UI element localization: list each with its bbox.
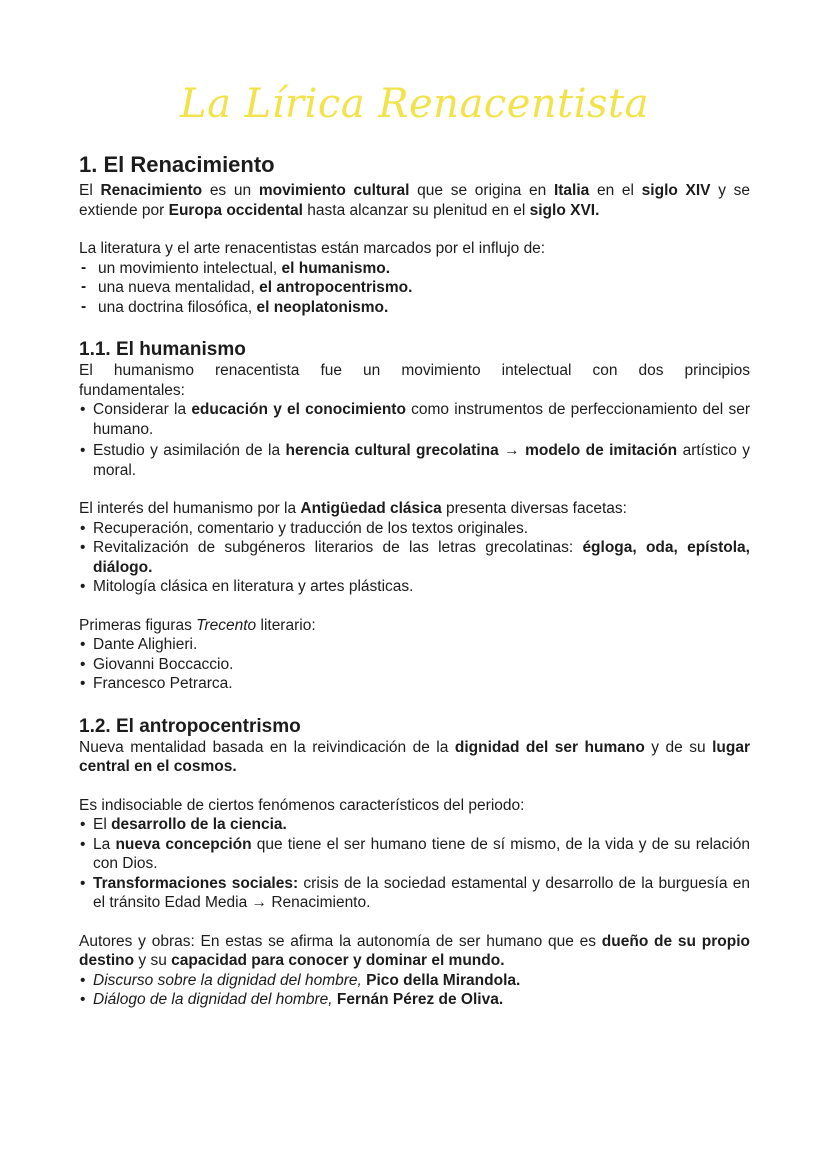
section-1-2-heading: 1.2. El antropocentrismo (79, 715, 301, 737)
list-item: - una doctrina filosófica, el neoplatonismo. (79, 298, 750, 318)
list-item: • Giovanni Boccaccio. (79, 655, 750, 675)
figures-list (79, 635, 750, 694)
list-item: • Transformaciones sociales: crisis de la sociedad estamental y desarrollo de la burguesía en el tránsito Edad Media → Renacimiento. (79, 874, 750, 913)
list-item: • Recuperación, comentario y traducción de los textos originales. (79, 519, 750, 539)
anthropocentrism-intro: Nueva mentalidad basada en la reivindicación de la dignidad del ser humano y de su lugar central en el cosmos. (79, 738, 751, 775)
works-list (79, 971, 750, 1010)
humanism-intro-line-1: El humanismo renacentista fue un movimiento intelectual con dos principios (79, 362, 750, 379)
section-1-heading: 1. El Renacimiento (79, 152, 275, 177)
list-item: • Revitalización de subgéneros literarios de las letras grecolatinas: égloga, oda, epístola, diálogo. (79, 538, 750, 577)
principles-list (79, 400, 750, 480)
list-item: • La nueva concepción que tiene el ser humano tiene de sí mismo, de la vida y de su relación con Dios. (79, 835, 750, 874)
influx-lead: La literatura y el arte renacentistas están marcados por el influjo de: (79, 240, 546, 257)
section-1-1-heading: 1.1. El humanismo (79, 339, 246, 360)
list-item: - un movimiento intelectual, el humanismo. (79, 259, 750, 279)
figures-lead: Primeras figuras Trecento literario: (79, 616, 316, 634)
list-item: • Francesco Petrarca. (79, 674, 750, 694)
list-item: • Considerar la educación y el conocimiento como instrumentos de perfeccionamiento del ser humano. (79, 400, 750, 439)
list-item: • Estudio y asimilación de la herencia cultural grecolatina → modelo de imitación artístico y moral. (79, 441, 750, 480)
phenomena-lead: Es indisociable de ciertos fenómenos característicos del periodo: (79, 796, 525, 814)
list-item: • Dante Alighieri. (79, 635, 750, 655)
facets-list (79, 519, 750, 597)
influx-list (79, 259, 750, 318)
list-item: • Discurso sobre la dignidad del hombre, Pico della Mirandola. (79, 971, 750, 991)
authors-lead: Autores y obras: En estas se afirma la autonomía de ser humano que es dueño de su propio destino y su capacidad para conocer y dominar el mundo. (79, 932, 750, 969)
list-item: • Diálogo de la dignidad del hombre, Fernán Pérez de Oliva. (79, 990, 750, 1010)
list-item: - una nueva mentalidad, el antropocentrismo. (79, 278, 750, 298)
document-title: La Lírica Renacentista (180, 81, 649, 127)
section-1-intro: El Renacimiento es un movimiento cultural que se origina en Italia en el siglo XIV y se extiende por Europa occidental hasta alcanzar su plenitud en el siglo XVI. (79, 182, 751, 219)
list-item: • El desarrollo de la ciencia. (79, 815, 750, 835)
phenomena-list (79, 815, 750, 913)
humanism-intro-line-2: fundamentales: (79, 381, 185, 399)
facets-lead: El interés del humanismo por la Antigüedad clásica presenta diversas facetas: (79, 500, 627, 517)
list-item: • Mitología clásica en literatura y artes plásticas. (79, 577, 750, 597)
